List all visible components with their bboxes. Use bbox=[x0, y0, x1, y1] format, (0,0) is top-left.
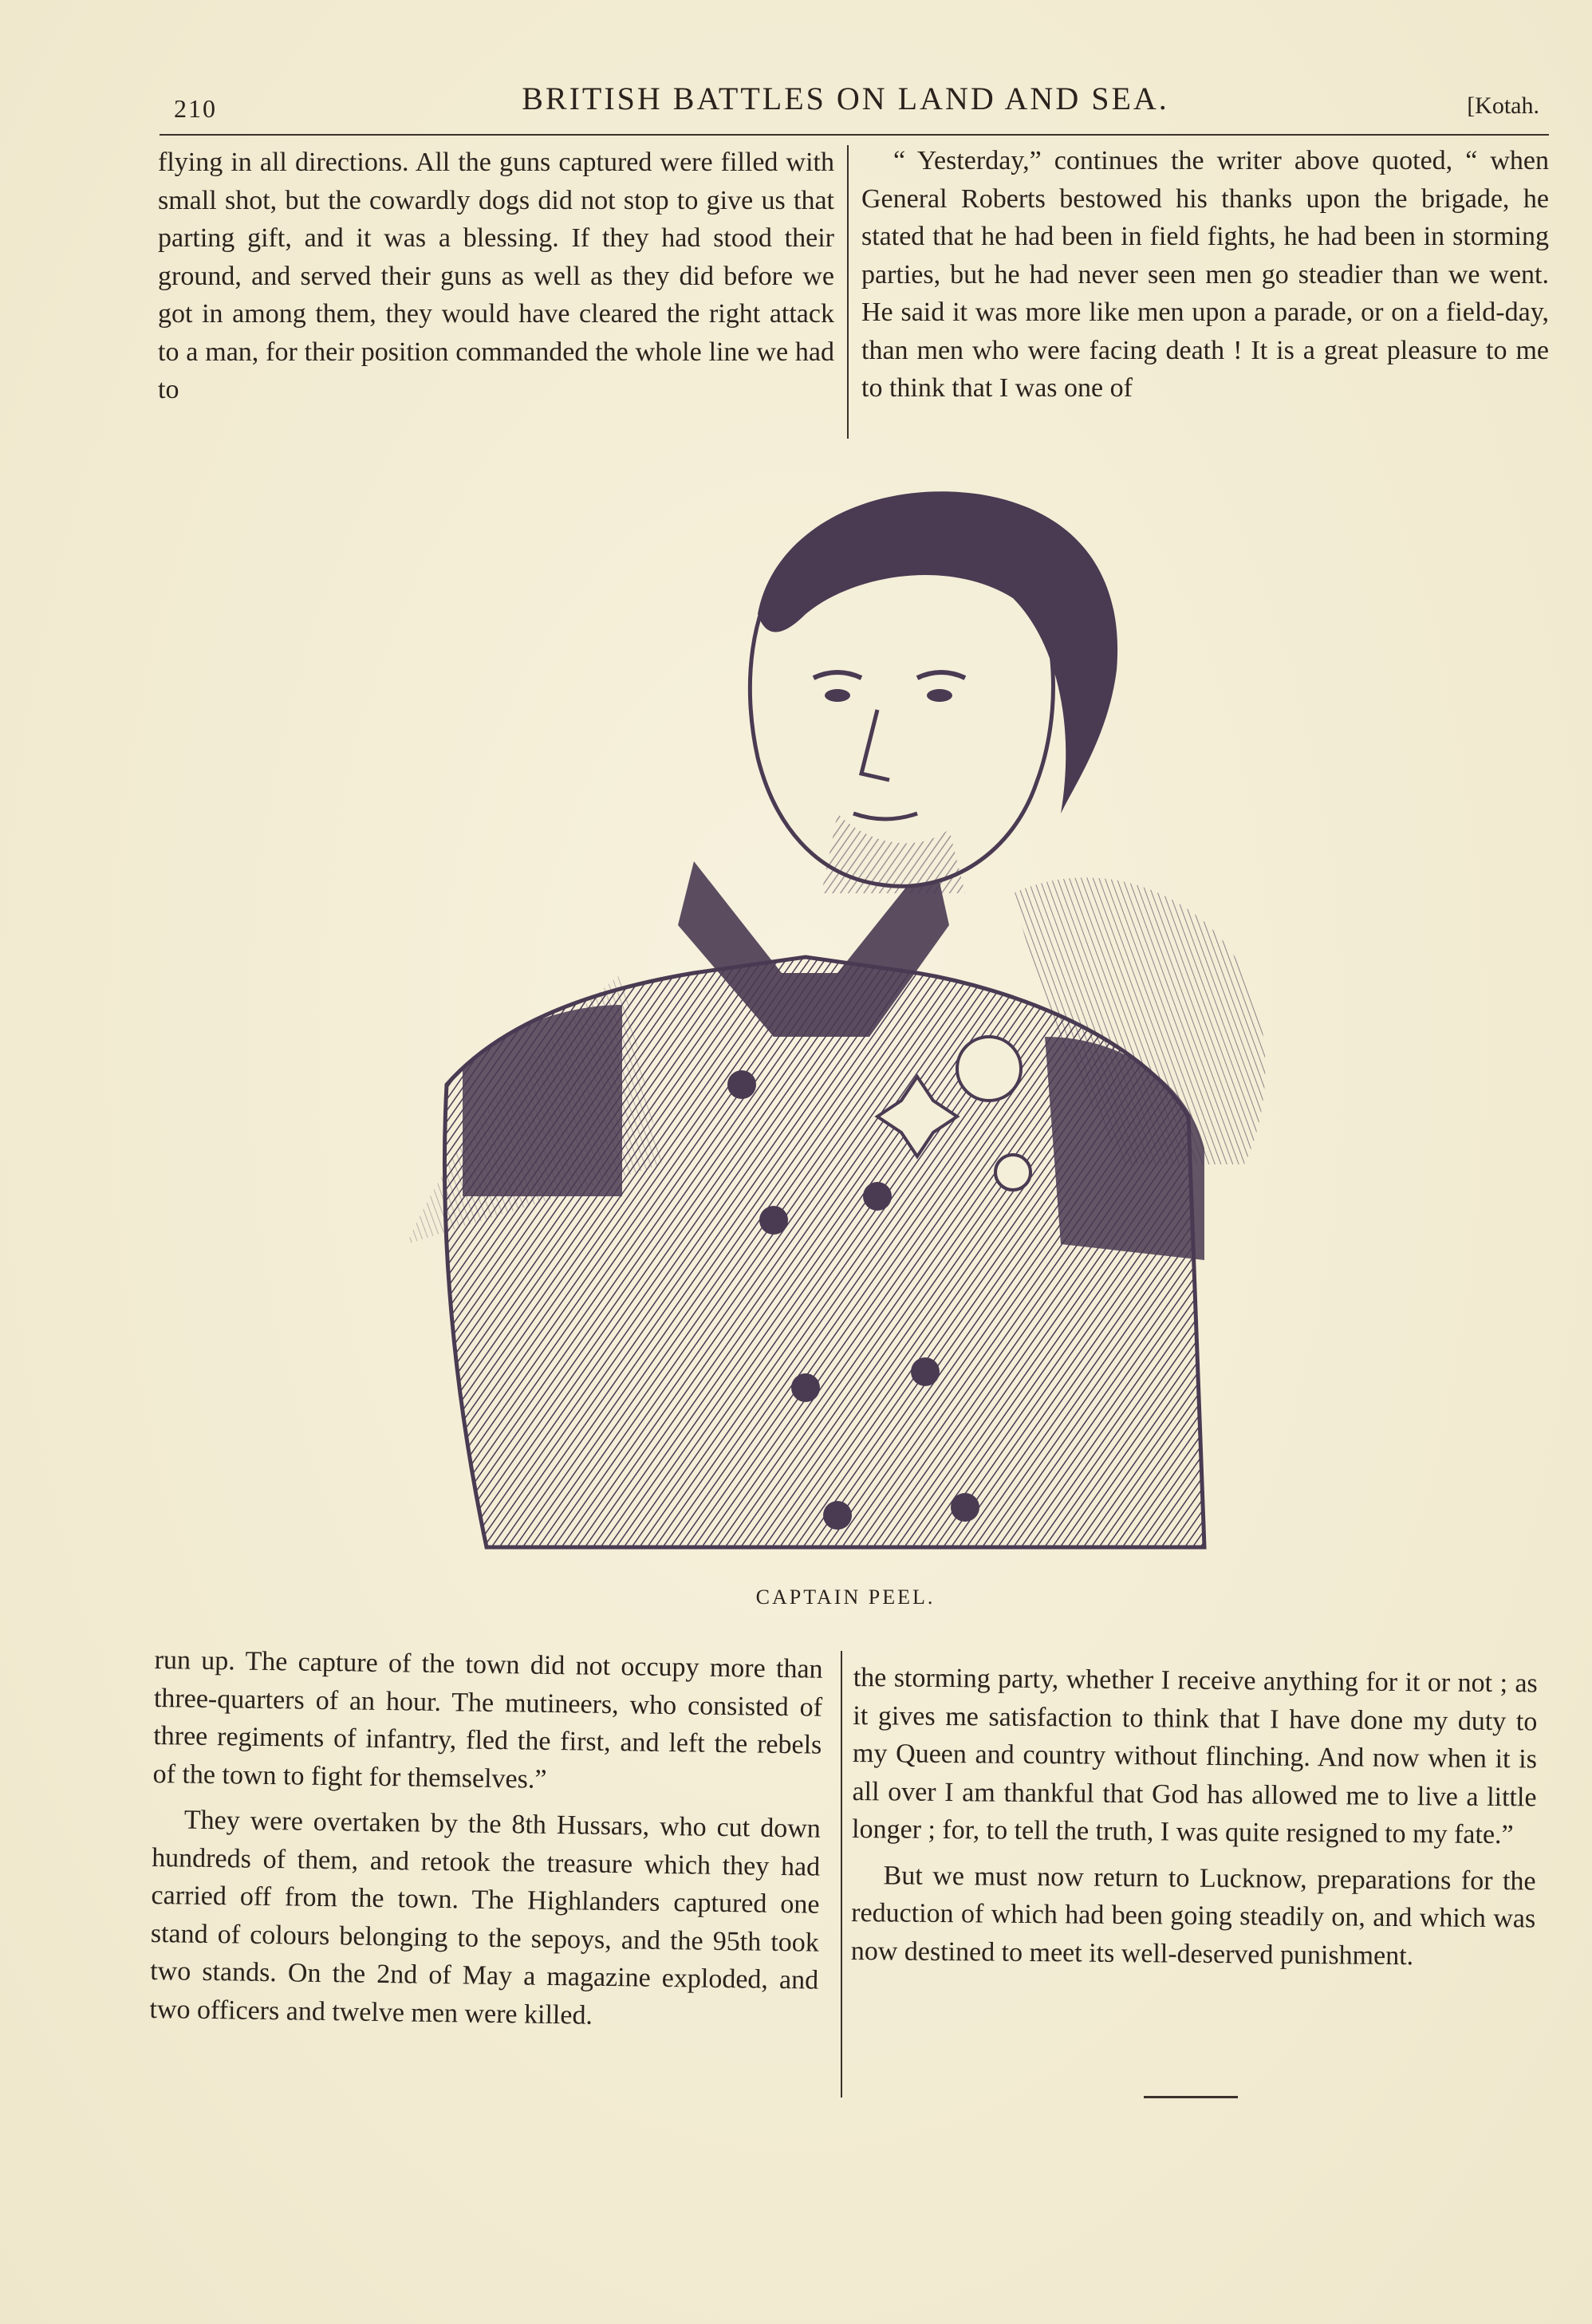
top-left-column bbox=[158, 144, 834, 409]
bottom-right-paragraph-1: the storming party, whether I receive anything for it or not ; as it gives me satisfaction to think that I have done my duty to my Queen and country without flinching. And now when it is all over I am thankful that God has allowed me to live a little longer ; for, to tell the truth, I was quite resigned to my fate.” bbox=[851, 1662, 1538, 1850]
section-reference: [Kotah. bbox=[1467, 93, 1539, 119]
section-end-rule bbox=[1144, 2096, 1238, 2098]
bottom-column-divider bbox=[841, 1651, 842, 2098]
bottom-right-column bbox=[851, 1659, 1538, 1983]
bottom-left-column bbox=[149, 1641, 823, 2046]
top-column-divider bbox=[847, 145, 849, 439]
book-title: BRITISH BATTLES ON LAND AND SEA. bbox=[522, 81, 1169, 116]
left-epaulette bbox=[463, 1005, 622, 1196]
header-rule bbox=[160, 134, 1549, 136]
illustration-caption: CAPTAIN PEEL. bbox=[755, 1585, 936, 1609]
top-left-paragraph: flying in all directions. All the guns captured were filled with small shot, but the cowardly dogs did not stop to give us that parting gift, and it was a blessing. If they had stood their ground, and served their guns as well as they did before we got in among them, they would have cleared the right attack to a man, for their position commanded the whole line we had to bbox=[158, 148, 834, 404]
head bbox=[750, 491, 1117, 893]
top-right-column bbox=[861, 142, 1549, 408]
running-head bbox=[152, 80, 1539, 128]
captain-peel-portrait bbox=[359, 479, 1364, 1579]
bottom-left-paragraph-2: They were overtaken by the 8th Hussars, who cut down hundreds of them, and retook the treasure which they had carried off from the town. The Highlanders captured one stand of colours belonging to the sepoys, and the 95th took two stands. On the 2nd of May a magazine exploded, and two officers and twelve men were killed. bbox=[149, 1805, 822, 2031]
bottom-right-paragraph-2: But we must now return to Lucknow, preparations for the reduction of which had been going steadily on, and which was now destined to meet its well-deserved punishment. bbox=[850, 1860, 1536, 1971]
page-number: 210 bbox=[174, 94, 217, 123]
bottom-left-paragraph-1: run up. The capture of the town did not occupy more than three-quarters of an hour. The mutineers, who consisted of three regiments of infantry, fled the first, and left the rebels of the town to fight for themselves.” bbox=[152, 1645, 823, 1794]
top-right-paragraph: “ Yesterday,” continues the writer above quoted, “ when General Roberts bestowed his thanks upon the brigade, he stated that he had been in field fights, he had been in storming parties, but he had never seen men go steadier than we went. He said it was more like men upon a parade, or on a field-day, than men who were facing death ! It is a great pleasure to me to think that I was one of bbox=[861, 146, 1549, 403]
